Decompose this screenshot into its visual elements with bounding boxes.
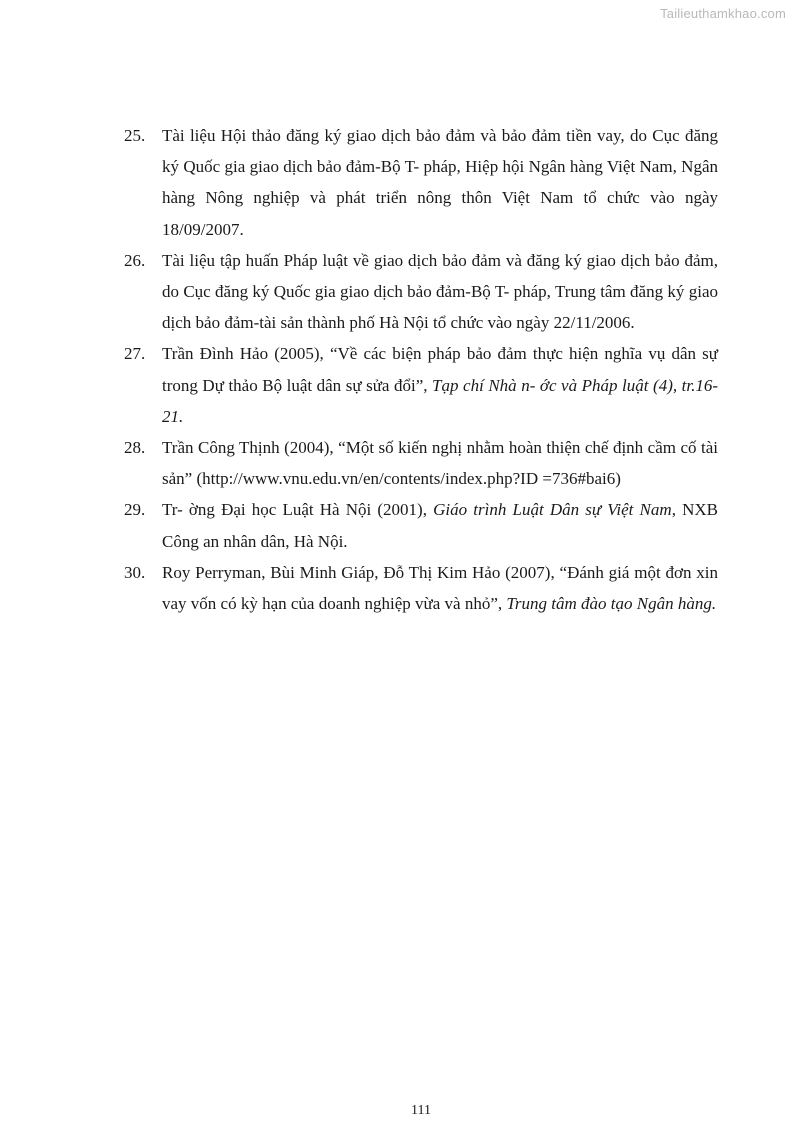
reference-main-text: Trần Công Thịnh (2004), “Một số kiến nghị nhằm hoàn thiện chế định cầm cố tài sản” (http://www.vnu.edu.vn/en/contents/index.php?ID =736#bai6): [162, 438, 718, 489]
reference-tail-text: , NXB Công an nhân dân, Hà Nội.: [162, 500, 718, 551]
reference-item: [124, 432, 718, 494]
reference-main-text: Roy Perryman, Bùi Minh Giáp, Đỗ Thị Kim Hảo (2007), “Đánh giá một đơn xin vay vốn có kỳ hạn của doanh nghiệp vừa và nhỏ”,: [162, 562, 718, 614]
reference-main-text: Tài liệu Hội thảo đăng ký giao dịch bảo đảm và bảo đảm tiền vay, do Cục đăng ký Quốc gia giao dịch bảo đảm-Bộ T- pháp, Hiệp hội Ngân hàng Việt Nam, Ngân hàng Nông nghiệp và phát triển nông thôn Việt Nam tổ chức vào ngày 18/09/2007.: [162, 126, 718, 239]
reference-number: 25.: [124, 126, 146, 145]
reference-italic-title: Trung tâm đào tạo Ngân hàng.: [506, 594, 717, 614]
reference-text: [162, 432, 718, 494]
reference-number: 28.: [124, 438, 146, 458]
reference-list: [124, 120, 718, 619]
reference-text: [162, 338, 718, 432]
reference-italic-title: Giáo trình Luật Dân sự Việt Nam: [433, 500, 672, 520]
reference-main-text: Trần Đình Hảo (2005), “Về các biện pháp bảo đảm thực hiện nghĩa vụ dân sự trong Dự thảo Bộ luật dân sự sửa đổi”,: [162, 344, 718, 395]
reference-item: [124, 494, 718, 556]
reference-text: [162, 245, 718, 339]
reference-text: [162, 494, 718, 556]
reference-italic-title: Tạp chí Nhà n- ớc và Pháp luật (4), tr.16-21.: [162, 375, 718, 426]
reference-main-text: Tr- ờng Đại học Luật Hà Nội (2001),: [162, 500, 434, 520]
reference-item: [124, 557, 718, 619]
reference-number: 26.: [124, 250, 146, 270]
page-number: 111: [411, 1103, 431, 1118]
reference-main-text: Tài liệu tập huấn Pháp luật về giao dịch bảo đảm và đăng ký giao dịch bảo đảm, do Cục đăng ký Quốc gia giao dịch bảo đảm-Bộ T- pháp, Trung tâm đăng ký giao dịch bảo đảm-tài sản thành phố Hà Nội tổ chức vào ngày 22/11/2006.: [162, 250, 718, 333]
reference-text: [162, 557, 718, 619]
reference-number: 30.: [124, 562, 146, 582]
reference-number: 27.: [124, 344, 146, 364]
reference-text: [162, 120, 718, 245]
reference-item: [124, 120, 718, 245]
reference-item: [124, 245, 718, 339]
reference-item: [124, 338, 718, 432]
watermark-text: Tailieuthamkhao.com: [660, 6, 786, 21]
reference-number: 29.: [124, 500, 146, 520]
